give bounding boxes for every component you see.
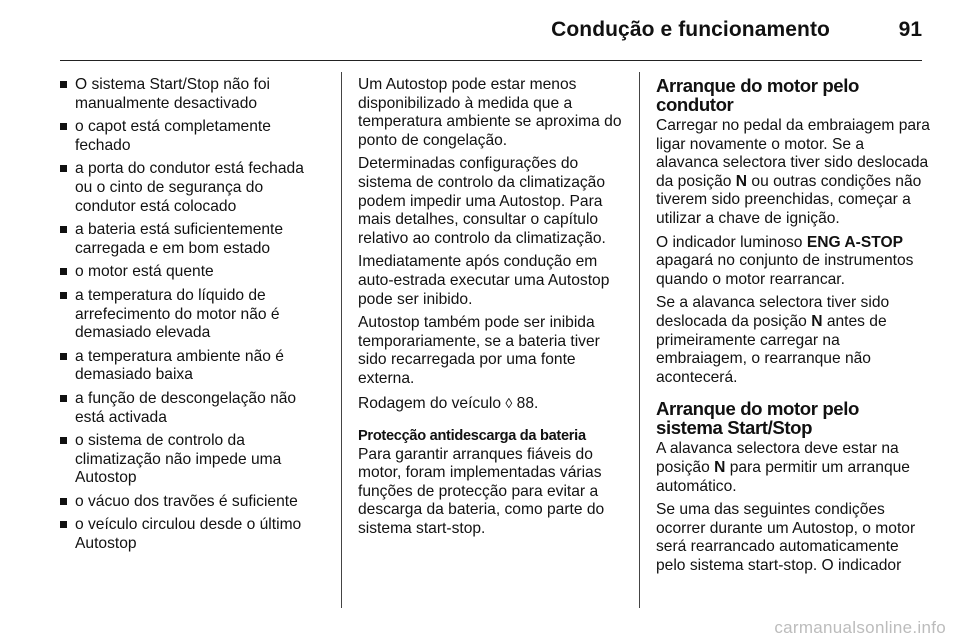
list-item [60,516,322,553]
list-item [60,390,322,427]
square-bullet-icon [60,353,67,360]
paragraph: Se uma das seguintes condições ocorrer durante um Autostop, o motor será rearrancado automaticamente pelo sistema start-stop. O indicador [656,501,916,574]
list-item [60,160,322,216]
text-run: para permitir um arranque automático. [656,458,910,495]
paragraph: Imediatamente após condução em auto-estrada executar uma Autostop pode ser inibido. [358,253,610,308]
list-item-text: a temperatura ambiente não é demasiado baixa [75,347,284,384]
column-divider-1 [341,72,342,608]
paragraph: Autostop também pode ser inibida temporariamente, se a bateria tiver sido recarregada por uma fonte externa. [358,314,600,387]
text-run: O indicador luminoso [656,233,803,251]
reference-text: Rodagem do veículo [358,394,502,412]
list-item-text: o capot está completamente fechado [75,118,271,154]
page-title: Condução e funcionamento [551,18,830,41]
list-item [60,287,322,343]
section-heading: Arranque do motor pelo sistema Start/Stop [656,398,859,439]
paragraph-with-reference [358,394,630,414]
condition-list [60,76,322,554]
square-bullet-icon [60,81,67,88]
list-item [60,76,322,113]
list-item [60,118,322,155]
section-heading: Arranque do motor pelo condutor [656,75,859,115]
paragraph [656,117,930,229]
subheading: Protecção antidescarga da bateria [358,428,586,445]
list-item [60,348,322,385]
list-item-text: a porta do condutor está fechada ou o cinto de segurança do condutor está colocado [75,160,304,215]
square-bullet-icon [60,123,67,130]
column-1 [60,76,322,559]
paragraph [656,294,930,387]
list-item-text: a temperatura do líquido de arrefecimento do motor não é demasiado elevada [75,286,280,342]
square-bullet-icon [60,498,67,505]
paragraph: Determinadas configurações do sistema de controlo da climatização podem impedir uma Autostop. Para mais detalhes, consultar o capítulo relativo ao controlo da climatização. [358,155,606,247]
list-item [60,263,322,282]
list-item [60,221,322,258]
text-run: antes de primeiramente carregar na embraiagem, o rearranque não acontecerá. [656,312,887,386]
page-number: 91 [898,18,922,41]
square-bullet-icon [60,292,67,299]
text-run: A alavanca selectora deve estar na posição [656,440,899,476]
list-item-text: o motor está quente [75,263,214,281]
list-item [60,432,322,488]
paragraph: Um Autostop pode estar menos disponibilizado à medida que a temperatura ambiente se aproxima do ponto de congelação. [358,76,622,149]
square-bullet-icon [60,226,67,233]
square-bullet-icon [60,437,67,444]
bold-text: N [735,172,748,190]
reference-page: 88. [516,394,539,412]
list-item-text: o vácuo dos travões é suficiente [75,492,298,510]
bold-text: N [714,458,726,476]
bold-text: ENG A-STOP [806,233,904,251]
paragraph: Para garantir arranques fiáveis do motor, foram implementadas várias funções de protecção para evitar a descarga da bateria, como parte do sistema start-stop. [358,445,605,538]
list-item-text: a função de descongelação não está activada [75,389,297,426]
column-3 [656,76,930,580]
text-run: ou outras condições não tiverem sido preenchidas, começar a utilizar a chave de ignição. [656,172,922,227]
text-run: apagará no conjunto de instrumentos quando o motor rearrancar. [656,252,914,288]
list-item [60,493,322,512]
square-bullet-icon [60,268,67,275]
square-bullet-icon [60,165,67,172]
header-divider [60,60,922,61]
text-run: Carregar no pedal da embraiagem para ligar novamente o motor. Se a alavanca selectora tiver sido deslocada da posição [656,117,930,190]
text-run: Se a alavanca selectora tiver sido deslocada da posição [656,294,890,330]
list-item-text: O sistema Start/Stop não foi manualmente desactivado [75,76,271,112]
column-2 [358,76,630,544]
bold-text: N [811,312,823,330]
list-item-text: o sistema de controlo da climatização não impede uma Autostop [75,432,282,487]
list-item-text: a bateria está suficientemente carregada e em bom estado [75,221,284,257]
watermark: carmanualsonline.info [774,618,946,637]
square-bullet-icon [60,395,67,402]
list-item-text: o veículo circulou desde o último Autostop [75,516,302,553]
paragraph [656,234,930,290]
column-divider-2 [639,72,640,608]
paragraph [656,440,930,496]
square-bullet-icon [60,521,67,528]
page-reference-arrow-icon: ◊ [505,394,513,411]
